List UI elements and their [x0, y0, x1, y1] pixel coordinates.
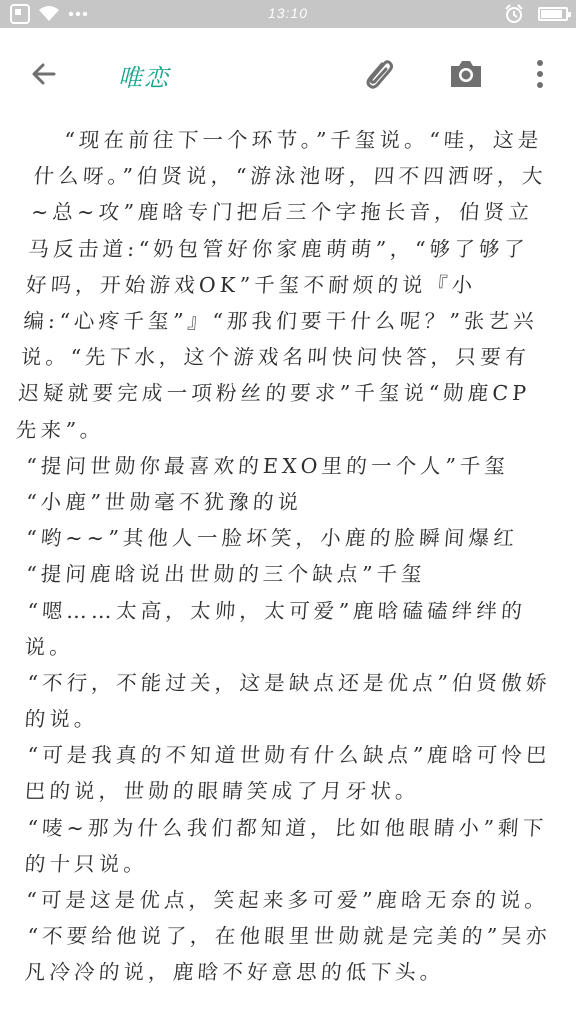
paragraph: “小鹿”世勋毫不犹豫的说 [25, 490, 304, 515]
status-bar [0, 0, 576, 28]
paragraph: “提问鹿晗说出世勋的三个缺点”千玺 [25, 562, 427, 587]
paragraph: “可是这是优点，笑起来多可爱”鹿晗无奈的说。 [25, 888, 551, 913]
status-right [504, 4, 568, 24]
arrow-left-icon[interactable] [28, 58, 60, 90]
alarm-icon [504, 4, 524, 24]
toolbar [0, 28, 576, 120]
more-vert-icon[interactable] [526, 56, 554, 92]
battery-icon [538, 7, 568, 21]
paperclip-icon[interactable] [360, 56, 396, 92]
paragraph: “提问世勋你最喜欢的EXO里的一个人”千玺 [25, 453, 511, 478]
paragraph: “唛~那为什么我们都知道，比如他眼睛小”剩下的十只说。 [23, 815, 549, 877]
paragraph: “嗯……太高，太帅，太可爱”鹿晗磕磕绊绊的说。 [23, 598, 527, 659]
note-content[interactable] [15, 122, 552, 1022]
battery-fill [541, 10, 562, 18]
paragraph: “现在前往下一个环节。”千玺说。“哇，这是什么呀。”伯贤说，“游泳池呀，四不四洒呀，大~总~攻”鹿晗专门把后三个字拖长音，伯贤立马反击道:“奶包管好你家鹿萌萌”，“够了够了好吗，开始游戏OK”千玺不耐烦的说『小编:“心疼千玺”』“那我们要干什么呢？”张艺兴说。“先下水，这个游戏名叫快问快答，只要有迟疑就要完成一项粉丝的要求”千玺说“勋鹿CP先来”。 [15, 128, 548, 442]
paragraph: “哟~~”其他人一脸坏笑，小鹿的脸瞬间爆红 [25, 526, 519, 551]
page-title: 唯恋 [118, 64, 170, 92]
status-time: 13:10 [267, 5, 309, 21]
camera-icon[interactable] [448, 56, 484, 92]
paragraph: “不要给他说了，在他眼里世勋就是完美的”吴亦凡冷冷的说，鹿晗不好意思的低下头。 [23, 924, 552, 985]
paragraph: “不行，不能过关，这是缺点还是优点”伯贤傲娇的说。 [23, 671, 552, 732]
paragraph: “可是我真的不知道世勋有什么缺点”鹿晗可怜巴巴的说，世勋的眼睛笑成了月牙状。 [23, 743, 552, 804]
